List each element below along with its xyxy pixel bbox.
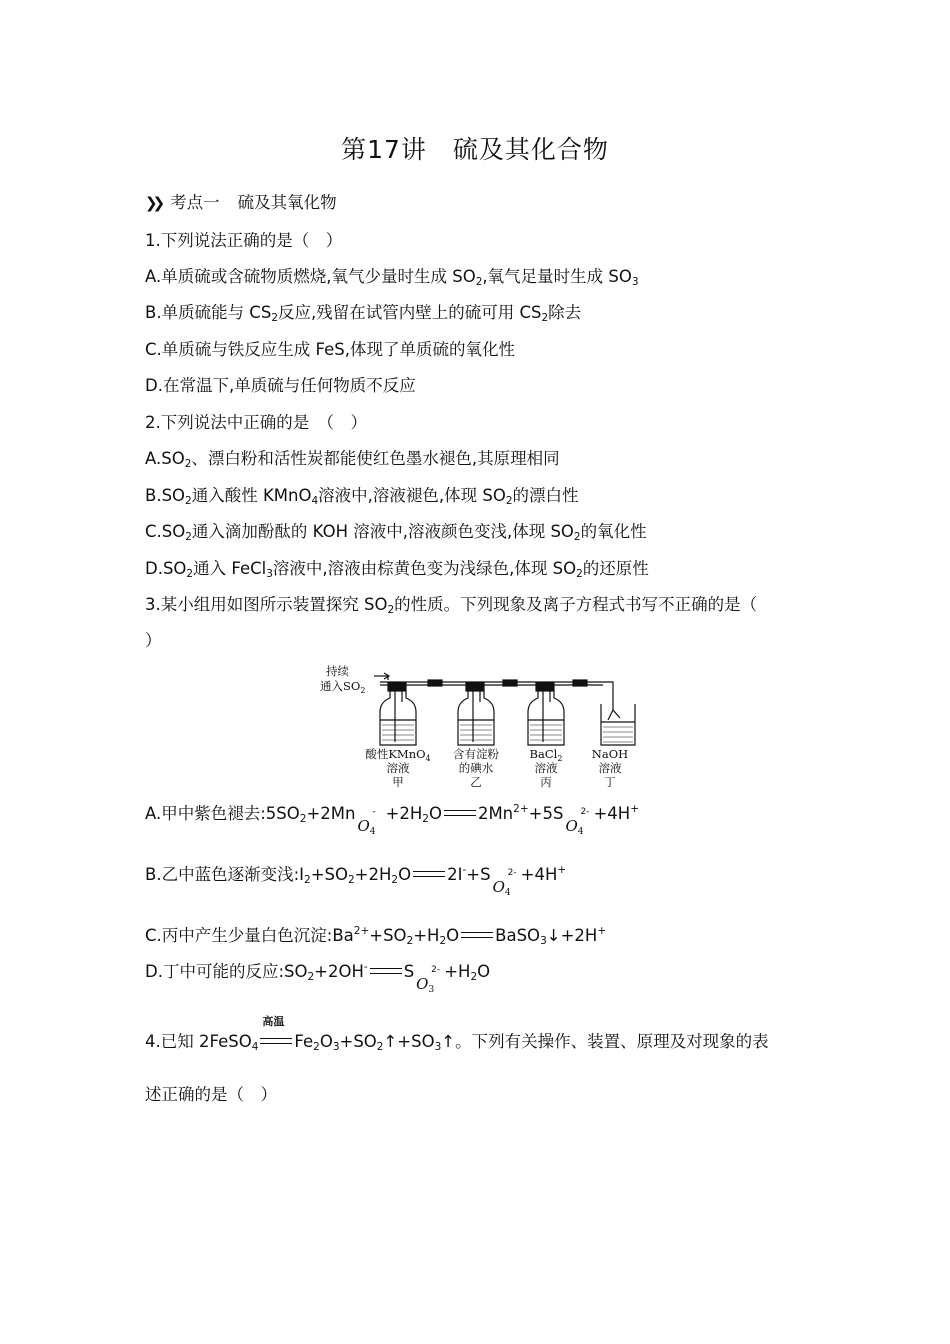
q1-option-c: C.单质硫与铁反应生成 FeS,体现了单质硫的氧化性 (145, 340, 515, 359)
q3-stem-close: ） (145, 631, 162, 650)
bottle-jia-solution: 溶液 (386, 761, 410, 775)
bottle-jia-label: 甲 (392, 775, 404, 789)
equals-sign (260, 1038, 292, 1044)
q3-option-d: D.丁中可能的反应$:SO_2+2OH^-$ $SO_3$ 2- $+H_2O$ (145, 961, 491, 995)
double-chevron-icon: ❯❯ (145, 194, 161, 212)
q1-option-a: A.单质硫或含硫物质燃烧,氧气少量时生成 $SO_2$,氧气足量时生成 $SO_3$ (145, 267, 639, 288)
reaction-condition: 高温 (258, 1030, 294, 1054)
sulfite-ion: $O_3$ 2- (416, 965, 441, 995)
equals-sign (370, 968, 402, 974)
inlet-label-1: 持续 (326, 664, 349, 678)
q2-stem: 2.下列说法中正确的是 （ ） (145, 413, 367, 432)
beaker-ding-label: 丁 (604, 775, 616, 789)
q4-stem: 4.已知 2FeSO$_4$ 高温 $Fe_2O_3+SO_2↑+SO_3↑$。下列有关操作、装置、原理及对现象的表 (145, 1015, 769, 1053)
q1-option-b: B.单质硫能与 $CS_2$反应,残留在试管内壁上的硫可用 $CS_2$除去 (145, 303, 582, 324)
beaker-ding-solution: 溶液 (598, 761, 622, 775)
sulfate-ion: $O_4$ 2- (492, 868, 517, 898)
q2-option-d: $D.SO_2$通入 FeCl$_3$溶液中,溶液由棕黄色变为浅绿色,体现 $SO_2$的还原性 (145, 559, 649, 580)
q4-stem-line2: 述正确的是（ ） (145, 1085, 277, 1104)
bottle-yi-solution: 的碘水 (458, 761, 494, 775)
q2-option-b: $B.SO_2$通入酸性 KMnO$_4$溶液中,溶液褪色,体现 $SO_2$的漂白性 (145, 486, 579, 507)
bottle-bing-solution: 溶液 (534, 761, 558, 775)
bottle-yi-reagent: 含有淀粉 (453, 747, 499, 761)
bottle-bing-reagent: BaCl$_2$ (529, 747, 563, 763)
sulfate-ion: $O_4$ 2- (565, 807, 590, 837)
q3-option-b: B.乙中蓝色逐渐变浅$:I_2+SO_2+2H_2O$ $2I^-+SO_4$ 2- +4H+ (145, 864, 567, 898)
bottle-bing-label: 丙 (540, 775, 552, 789)
q3-stem: 3.某小组用如图所示装置探究 $SO_2$的性质。下列现象及离子方程式书写不正确的是（ (145, 595, 758, 616)
q1-option-d: D.在常温下,单质硫与任何物质不反应 (145, 376, 416, 395)
equals-sign (444, 810, 476, 816)
equals-sign (461, 932, 493, 938)
equals-sign (413, 871, 445, 877)
bottle-jia-reagent: 酸性KMnO$_4$ (365, 747, 431, 763)
q1-stem: 1.下列说法正确的是（ ） (145, 231, 343, 250)
apparatus-figure (318, 660, 638, 790)
permanganate-ion: $O_4$ - (357, 807, 376, 837)
apparatus-diagram (318, 660, 638, 790)
page-title: 第17讲 硫及其化合物 (341, 135, 609, 164)
inlet-label-2: 通入$SO_2$ (320, 679, 366, 695)
section-heading: ❯❯ 考点一 硫及其氧化物 (145, 193, 337, 212)
beaker-ding-reagent: NaOH (591, 747, 629, 761)
bottle-yi-label: 乙 (470, 775, 482, 789)
q3-option-a: A.甲中紫色褪去$:5SO_2+2MnO_4$ - $+2H_2O$ $2Mn^{2+}+5SO_4$ 2- +4H+ (145, 803, 640, 837)
q2-option-c: $C.SO_2$通入滴加酚酞的 KOH 溶液中,溶液颜色变浅,体现 $SO_2$的氧化性 (145, 522, 647, 543)
q3-option-c: C.丙中产生少量白色沉淀$:Ba^{2+}+SO_2+H_2O$ BaSO$_3$↓+2H+ (145, 925, 607, 947)
q2-option-a: $A.SO_2$、漂白粉和活性炭都能使红色墨水褪色,其原理相同 (145, 449, 560, 470)
